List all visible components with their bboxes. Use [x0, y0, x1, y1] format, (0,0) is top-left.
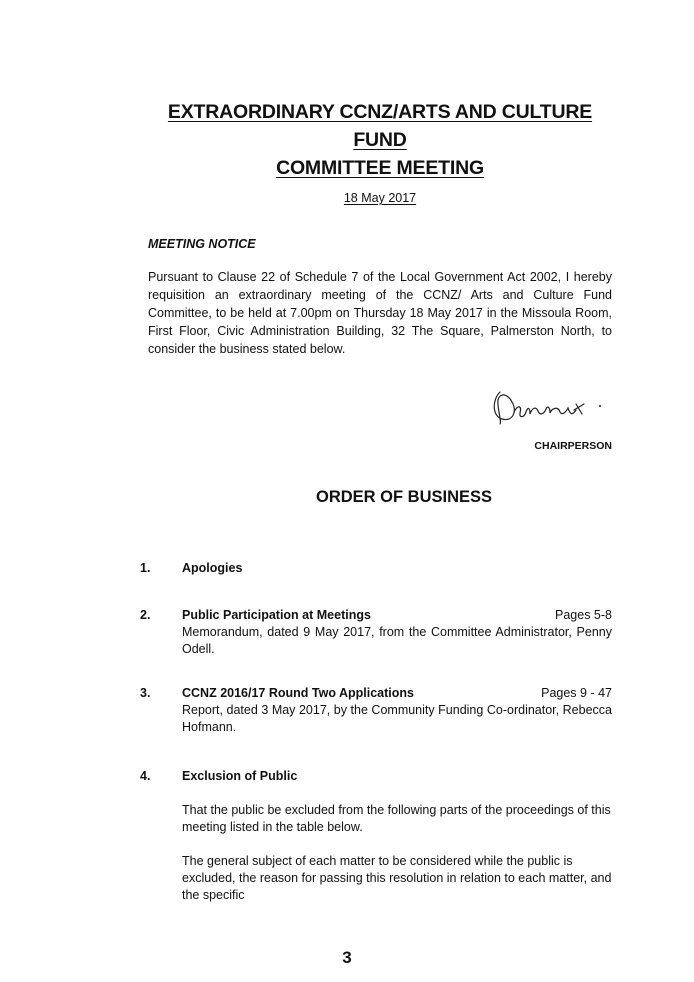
agenda-item-public-participation: [140, 607, 612, 658]
item-title: Exclusion of Public: [182, 769, 298, 783]
title-line-2: COMMITTEE MEETING: [276, 157, 484, 179]
agenda-item-apologies: [140, 560, 612, 577]
item-title: Apologies: [182, 561, 243, 575]
item-number: 1.: [140, 561, 151, 575]
item-paragraph: That the public be excluded from the following parts of the proceedings of this meeting listed in the table below.: [182, 803, 611, 834]
order-of-business-heading: ORDER OF BUSINESS: [315, 488, 493, 506]
notice-heading: MEETING NOTICE: [148, 237, 256, 251]
item-number: 3.: [140, 686, 151, 700]
chairperson-label: CHAIRPERSON: [534, 440, 612, 452]
item-pages: Pages 5-8: [555, 608, 612, 622]
chairperson-signature: [488, 378, 618, 428]
item-title: Public Participation at Meetings: [182, 608, 371, 622]
item-description: Report, dated 3 May 2017, by the Community Funding Co-ordinator, Rebecca Hofmann.: [182, 703, 612, 734]
agenda-item-exclusion-of-public: [140, 768, 612, 904]
meeting-date: 18 May 2017: [343, 191, 417, 205]
item-number: 4.: [140, 769, 151, 783]
item-title: CCNZ 2016/17 Round Two Applications: [182, 686, 414, 700]
item-pages: Pages 9 - 47: [541, 686, 612, 700]
document-title: [148, 98, 612, 182]
item-number: 2.: [140, 608, 151, 622]
title-line-1: EXTRAORDINARY CCNZ/ARTS AND CULTURE FUND: [167, 101, 593, 151]
page-number: 3: [342, 948, 352, 967]
notice-body: Pursuant to Clause 22 of Schedule 7 of the Local Government Act 2002, I hereby requisition an extraordinary meeting of the CCNZ/ Arts and Culture Fund Committee, to be held at 7.00pm on Thursday 18 May 2017 in the Missoula Room, First Floor, Civic Administration Building, 32 The Square, Palmerston North, to consider the business stated below.: [148, 270, 612, 356]
item-description: Memorandum, dated 9 May 2017, from the Committee Administrator, Penny Odell.: [182, 625, 612, 656]
agenda-item-ccnz-applications: [140, 685, 612, 736]
item-paragraph: The general subject of each matter to be considered while the public is excluded, the reason for passing this resolution in relation to each matter, and the specific: [182, 854, 612, 902]
